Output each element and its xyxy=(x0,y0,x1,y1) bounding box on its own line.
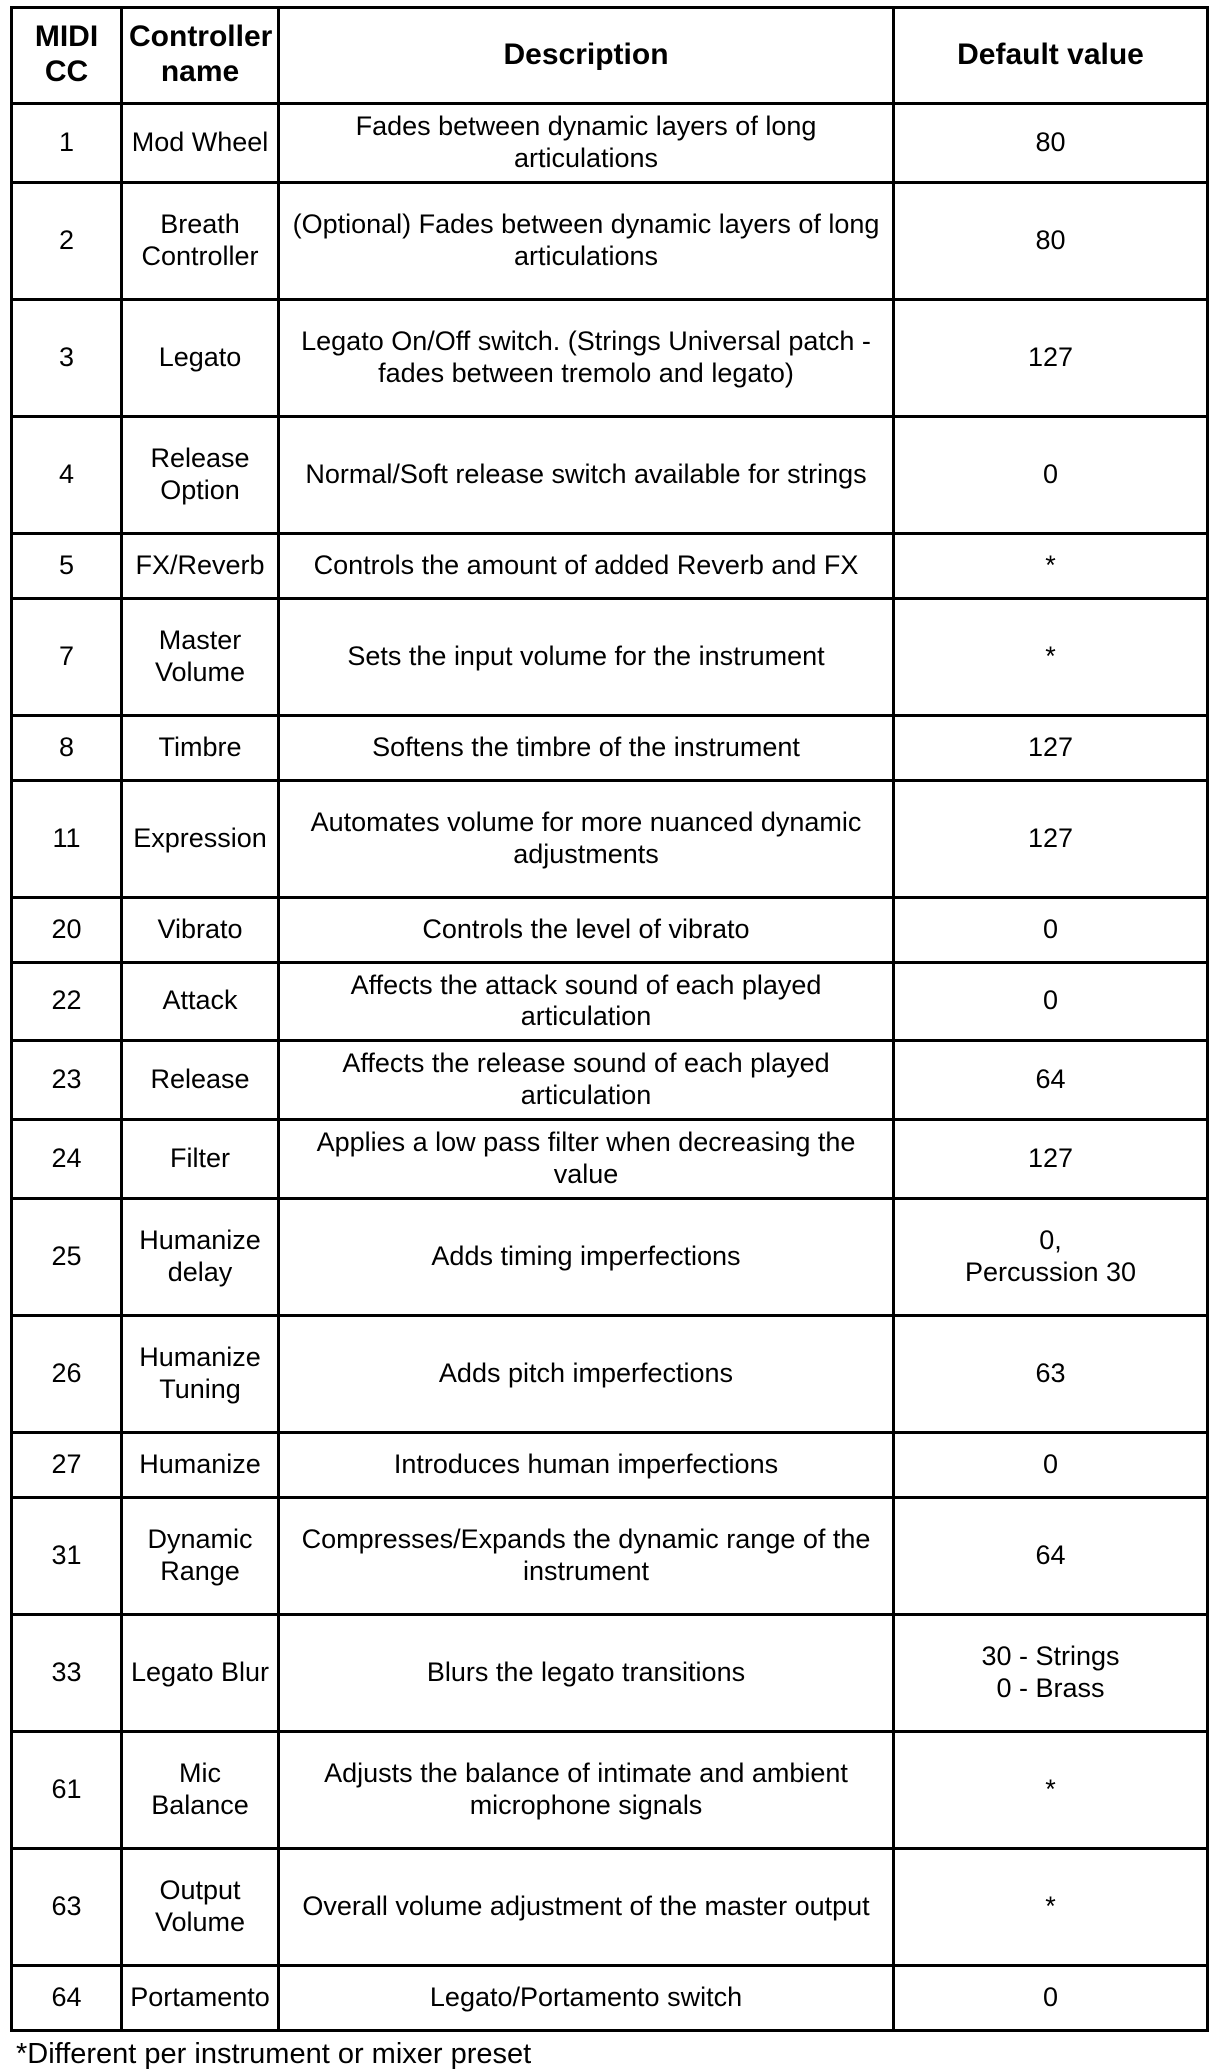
cell-default-value: 127 xyxy=(894,715,1208,780)
column-header-controller-name: Controller name xyxy=(122,8,279,104)
cell-midi-cc: 5 xyxy=(12,533,122,598)
table-row xyxy=(12,1965,1208,2030)
cell-description: Compresses/Expands the dynamic range of the instrument xyxy=(279,1497,894,1614)
cell-midi-cc: 3 xyxy=(12,299,122,416)
table-row xyxy=(12,103,1208,182)
cell-description: Legato On/Off switch. (Strings Universal patch - fades between tremolo and legato) xyxy=(279,299,894,416)
cell-controller-name: Mod Wheel xyxy=(122,103,279,182)
cell-default-value: * xyxy=(894,533,1208,598)
cell-default-value: * xyxy=(894,598,1208,715)
cell-description: Adds timing imperfections xyxy=(279,1198,894,1315)
cell-controller-name: Humanize delay xyxy=(122,1198,279,1315)
cell-midi-cc: 2 xyxy=(12,182,122,299)
cell-controller-name: Humanize xyxy=(122,1432,279,1497)
table-row xyxy=(12,598,1208,715)
cell-midi-cc: 25 xyxy=(12,1198,122,1315)
cell-midi-cc: 20 xyxy=(12,897,122,962)
table-row xyxy=(12,1731,1208,1848)
cell-controller-name: Filter xyxy=(122,1119,279,1198)
table-header-row xyxy=(12,8,1208,104)
cell-controller-name: Release xyxy=(122,1041,279,1120)
cell-default-value: 0 xyxy=(894,416,1208,533)
table-header xyxy=(12,8,1208,104)
table-row xyxy=(12,416,1208,533)
cell-description: Controls the amount of added Reverb and FX xyxy=(279,533,894,598)
cell-midi-cc: 33 xyxy=(12,1614,122,1731)
cell-description: Controls the level of vibrato xyxy=(279,897,894,962)
column-header-default-value: Default value xyxy=(894,8,1208,104)
table-row xyxy=(12,1848,1208,1965)
cell-controller-name: Release Option xyxy=(122,416,279,533)
cell-default-value: 0 xyxy=(894,1965,1208,2030)
cell-default-value: 0 xyxy=(894,962,1208,1041)
cell-midi-cc: 1 xyxy=(12,103,122,182)
table-row xyxy=(12,780,1208,897)
cell-description: Adds pitch imperfections xyxy=(279,1315,894,1432)
table-row xyxy=(12,1041,1208,1120)
cell-controller-name: Vibrato xyxy=(122,897,279,962)
cell-default-value: 64 xyxy=(894,1041,1208,1120)
cell-controller-name: Mic Balance xyxy=(122,1731,279,1848)
table-row xyxy=(12,299,1208,416)
cell-default-value: * xyxy=(894,1731,1208,1848)
cell-controller-name: Timbre xyxy=(122,715,279,780)
cell-default-value: 127 xyxy=(894,780,1208,897)
cell-default-value: 80 xyxy=(894,103,1208,182)
cell-controller-name: Breath Controller xyxy=(122,182,279,299)
table-row xyxy=(12,1497,1208,1614)
cell-midi-cc: 7 xyxy=(12,598,122,715)
midi-cc-table xyxy=(10,6,1209,2032)
cell-midi-cc: 27 xyxy=(12,1432,122,1497)
cell-midi-cc: 61 xyxy=(12,1731,122,1848)
cell-controller-name: Portamento xyxy=(122,1965,279,2030)
cell-description: (Optional) Fades between dynamic layers of long articulations xyxy=(279,182,894,299)
cell-description: Automates volume for more nuanced dynamic adjustments xyxy=(279,780,894,897)
table-body xyxy=(12,103,1208,2030)
column-header-description: Description xyxy=(279,8,894,104)
table-row xyxy=(12,1614,1208,1731)
cell-default-value: 64 xyxy=(894,1497,1208,1614)
cell-midi-cc: 63 xyxy=(12,1848,122,1965)
cell-midi-cc: 4 xyxy=(12,416,122,533)
cell-controller-name: Legato Blur xyxy=(122,1614,279,1731)
table-row xyxy=(12,1119,1208,1198)
cell-description: Introduces human imperfections xyxy=(279,1432,894,1497)
cell-midi-cc: 31 xyxy=(12,1497,122,1614)
cell-midi-cc: 22 xyxy=(12,962,122,1041)
cell-description: Softens the timbre of the instrument xyxy=(279,715,894,780)
cell-description: Sets the input volume for the instrument xyxy=(279,598,894,715)
cell-controller-name: Master Volume xyxy=(122,598,279,715)
cell-default-value: * xyxy=(894,1848,1208,1965)
cell-description: Adjusts the balance of intimate and ambient microphone signals xyxy=(279,1731,894,1848)
cell-controller-name: Humanize Tuning xyxy=(122,1315,279,1432)
cell-description: Overall volume adjustment of the master output xyxy=(279,1848,894,1965)
cell-midi-cc: 24 xyxy=(12,1119,122,1198)
table-row xyxy=(12,1432,1208,1497)
cell-midi-cc: 23 xyxy=(12,1041,122,1120)
cell-controller-name: Legato xyxy=(122,299,279,416)
cell-default-value: 30 - Strings 0 - Brass xyxy=(894,1614,1208,1731)
cell-default-value: 0, Percussion 30 xyxy=(894,1198,1208,1315)
table-row xyxy=(12,1315,1208,1432)
cell-default-value: 80 xyxy=(894,182,1208,299)
cell-description: Fades between dynamic layers of long articulations xyxy=(279,103,894,182)
cell-description: Affects the release sound of each played articulation xyxy=(279,1041,894,1120)
table-row xyxy=(12,1198,1208,1315)
cell-default-value: 0 xyxy=(894,897,1208,962)
cell-description: Normal/Soft release switch available for strings xyxy=(279,416,894,533)
table-row xyxy=(12,182,1208,299)
cell-default-value: 63 xyxy=(894,1315,1208,1432)
cell-default-value: 0 xyxy=(894,1432,1208,1497)
footnote-text: *Different per instrument or mixer preset xyxy=(16,2037,532,2070)
cell-default-value: 127 xyxy=(894,1119,1208,1198)
table-row xyxy=(12,533,1208,598)
cell-description: Applies a low pass filter when decreasing the value xyxy=(279,1119,894,1198)
cell-midi-cc: 11 xyxy=(12,780,122,897)
cell-controller-name: Output Volume xyxy=(122,1848,279,1965)
cell-controller-name: FX/Reverb xyxy=(122,533,279,598)
table-row xyxy=(12,715,1208,780)
cell-description: Blurs the legato transitions xyxy=(279,1614,894,1731)
cell-default-value: 127 xyxy=(894,299,1208,416)
column-header-midi-cc: MIDI CC xyxy=(12,8,122,104)
cell-description: Legato/Portamento switch xyxy=(279,1965,894,2030)
cell-controller-name: Dynamic Range xyxy=(122,1497,279,1614)
cell-midi-cc: 8 xyxy=(12,715,122,780)
cell-midi-cc: 26 xyxy=(12,1315,122,1432)
cell-description: Affects the attack sound of each played articulation xyxy=(279,962,894,1041)
cell-controller-name: Attack xyxy=(122,962,279,1041)
cell-controller-name: Expression xyxy=(122,780,279,897)
table-row xyxy=(12,962,1208,1041)
table-row xyxy=(12,897,1208,962)
cell-midi-cc: 64 xyxy=(12,1965,122,2030)
